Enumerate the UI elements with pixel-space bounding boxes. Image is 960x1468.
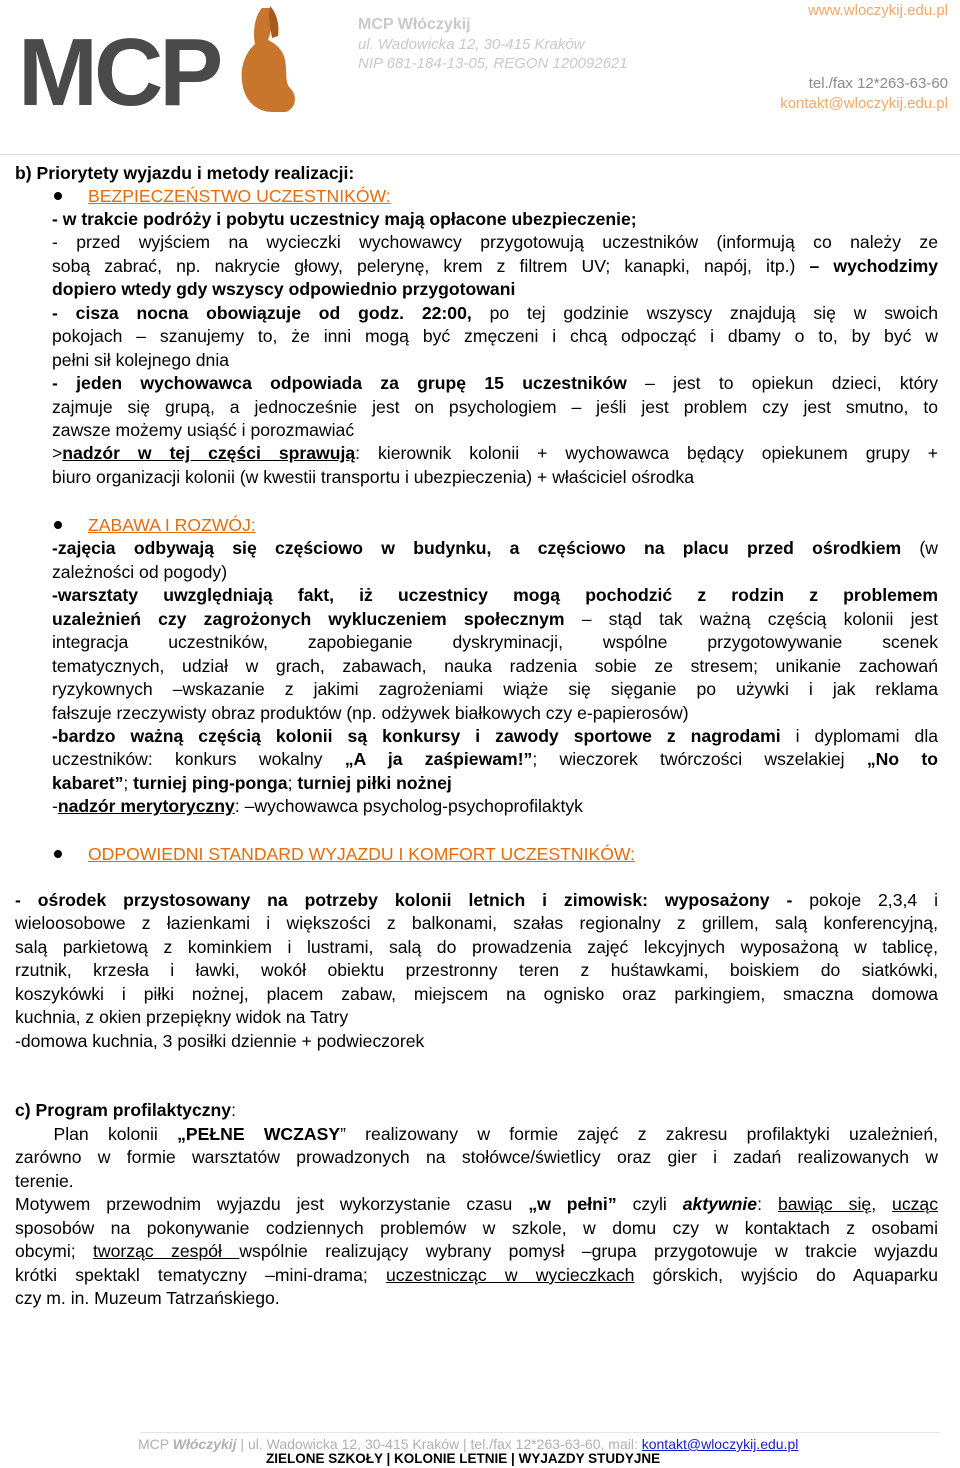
heading-safety: BEZPIECZEŃSTWO UCZESTNIKÓW: [88, 186, 391, 206]
text-line: krótki spektakl tematyczny –mini-drama; [15, 1265, 386, 1285]
footer-email-link[interactable]: kontakt@wloczykij.edu.pl [641, 1436, 799, 1452]
text-line: ” realizowany w formie zajęć z zakresu profilaktyki uzależnień, [340, 1124, 939, 1144]
header-ids: NIP 681-184-13-05, REGON 120092621 [358, 55, 628, 72]
text-line: integracja uczestników, zapobieganie dyskryminacji, wspólne przygotowywanie scenek [52, 632, 938, 652]
text-line: : kierownik kolonii + wychowawca będący opiekunem grupy + [355, 443, 938, 463]
text-line: : [757, 1194, 778, 1214]
footer-rule [140, 1432, 940, 1433]
text-line: ; [287, 773, 298, 793]
team-building: tworząc zespół [93, 1241, 240, 1261]
text-line: uczestników: konkurs wokalny [52, 749, 345, 769]
header-phone: tel./fax 12*263-63-60 [808, 75, 948, 92]
header-org-name: MCP Włóczykij [358, 16, 471, 33]
playing: bawiąc się [777, 1194, 872, 1214]
pingpong-tournament: turniej ping-ponga [133, 773, 288, 793]
text-line-bold: -zajęcia odbywają się częściowo w budynku, a częściowo na placu przed ośrodkiem [52, 538, 902, 558]
text-line: zajmuje się grupą, a jednocześnie jest on psychologiem – jeśli jest problem czy jest smutno, to [52, 397, 938, 417]
text-line: wspólnie realizujący wybrany pomysł –grupa przygotowuje w trakcie wyjazdu [239, 1241, 938, 1261]
text-line: : [231, 1100, 236, 1120]
header-email-link[interactable]: kontakt@wloczykij.edu.pl [780, 95, 948, 112]
text-line: -domowa kuchnia, 3 posiłki dziennie + podwieczorek [15, 1031, 425, 1051]
text-line-bold: -warsztaty uwzględniają fakt, iż uczestnicy mogą pochodzić z rodzin z problemem [52, 585, 938, 605]
text-line: - przed wyjściem na wycieczki wychowawcy przygotowują uczestników (informują co należy ze [52, 232, 938, 252]
text-line: czy m. in. Muzeum Tatrzańskiego. [15, 1288, 280, 1308]
text-line: terenie. [15, 1171, 74, 1191]
text-line-bold: uzależnień czy zagrożonych wykluczeniem społecznym [52, 609, 565, 629]
text-line: zarówno w formie warsztatów prowadzonych na stołówce/świetlicy oraz gier i zadań realizowanych w [15, 1147, 938, 1167]
text-line: pokojach – szanujemy to, że inni mogą być zmęczeni i chcą odpocząć i dbamy o to, by być w [52, 326, 938, 346]
football-tournament: turniej piłki nożnej [297, 773, 452, 793]
text-line: tematycznych, udział w grach, zabawach, nauka radzenia sobie ze stresem; unikanie zachowań [52, 656, 938, 676]
text-line: biuro organizacji kolonii (w kwestii transportu i ubezpieczenia) + właściciel ośrodka [52, 467, 694, 487]
section-b-title: b) Priorytety wyjazdu i metody realizacji: [15, 163, 355, 183]
header-website-link[interactable]: www.wloczykij.edu.pl [807, 2, 948, 19]
cabaret-name: „No to [866, 749, 938, 769]
text-line: – stąd tak ważną częścią kolonii jest [581, 609, 938, 629]
text-line: obcymi; [15, 1241, 94, 1261]
footer-text: MCP [138, 1436, 173, 1452]
actively: aktywnie [682, 1194, 758, 1214]
text-line: : –wychowawca psycholog-psychoprofilaktyk [234, 796, 583, 816]
text-line: ryzykownych –wskazanie z jakimi zagrożeniami wiąże się sięganie po używki i jak reklama [52, 679, 938, 699]
text-line: pokoje 2,3,4 i [792, 890, 938, 910]
text-line-bold: – wychodzimy [809, 256, 939, 276]
text-line: Plan kolonii [15, 1124, 178, 1144]
text-line-bold: - ośrodek przystosowany na potrzeby kolonii letnich i zimowisk: wyposażony - [15, 890, 793, 910]
motto: „w pełni” [528, 1194, 617, 1214]
bullet-icon [54, 192, 62, 200]
footer-text: | ul. Wadowicka 12, 30-415 Kraków | tel./fax 12*263-63-60, mail: [236, 1436, 642, 1452]
footer-tagline: ZIELONE SZKOŁY | KOLONIE LETNIE | WYJAZDY STUDYJNE [266, 1451, 661, 1466]
supervision-label: nadzór w tej części sprawują [62, 443, 356, 463]
text-line: ; [123, 773, 134, 793]
bullet-icon [54, 521, 62, 529]
plan-name: „PEŁNE WCZASY [177, 1124, 341, 1144]
text-line: wieloosobowe z łazienkami i większości z balkonami, szałas regionalny z grillem, salą konferencyjną, [15, 913, 938, 933]
text-line: górskich, wyjścio do Aquaparku [634, 1265, 939, 1285]
bullet-icon [54, 850, 62, 858]
logo-text: MCP [18, 19, 220, 125]
text-line: pełni sił kolejnego dnia [52, 350, 230, 370]
header-address: ul. Wadowicka 12, 30-415 Kraków [358, 36, 585, 53]
text-line: zależności od pogody) [52, 562, 228, 582]
text-line-bold: - jeden wychowawca odpowiada za grupę 15 uczestników [52, 373, 627, 393]
text-line: kuchnia, z okien przepiękny widok na Tatry [15, 1007, 349, 1027]
text-line: ; wieczorek twórczości wszelakiej [532, 749, 867, 769]
text-line: Motywem przewodnim wyjazdu jest wykorzystanie czasu [15, 1194, 529, 1214]
text-line: czyli [616, 1194, 683, 1214]
text-line: zawsze możemy usiąść i porozmawiać [52, 420, 355, 440]
text-line: – jest to opiekun dzieci, który [645, 373, 939, 393]
text-line: salą parkietową z kominkiem i lustrami, salą do prowadzenia zajęć lekcyjnych wyposażoną w tablicę, [15, 937, 938, 957]
text-line-bold: -bardzo ważną częścią kolonii są konkursy i zawody sportowe z nagrodami [52, 726, 781, 746]
footer-brand: Włóczykij [172, 1436, 237, 1452]
text-line: - [52, 796, 58, 816]
text-line-bold: - cisza nocna obowiązuje od godz. 22:00, [52, 303, 472, 323]
mcp-logo [0, 0, 300, 125]
text-line: i dyplomami dla [795, 726, 939, 746]
text-line: po tej godzinie wszyscy znajdują się w swoich [489, 303, 938, 323]
text-line: - w trakcie podróży i pobytu uczestnicy mają opłacone ubezpieczenie; [52, 209, 637, 229]
heading-fun-development: ZABAWA I ROZWÓJ: [88, 515, 256, 535]
trips: uczestnicząc w wycieczkach [385, 1265, 635, 1285]
text-line: > [52, 443, 63, 463]
text-line: sposobów na pokonywanie codziennych problemów w szkole, w domu czy w kontaktach z osobami [15, 1218, 938, 1238]
learning: ucząc [892, 1194, 939, 1214]
header-rule [0, 154, 960, 155]
text-line: , [871, 1194, 893, 1214]
text-line: sobą zabrać, np. nakrycie głowy, pelerynę, krem z filtrem UV; kanapki, napój, itp.) [52, 256, 796, 276]
cabaret-name: kabaret” [52, 773, 124, 793]
section-c-title: c) Program profilaktyczny [15, 1100, 232, 1120]
text-line: (w [919, 538, 938, 558]
text-line: koszykówki i piłki nożnej, placem zabaw, miejscem na ognisko oraz parkingiem, smaczna domowa [15, 984, 938, 1004]
text-line-bold: dopiero wtedy gdy wszyscy odpowiednio przygotowani [52, 279, 516, 299]
text-line: fałszuje rzeczywisty obraz produktów (np. odżywek białkowych czy e-papierosów) [52, 703, 689, 723]
heading-standard-comfort: ODPOWIEDNI STANDARD WYJAZDU I KOMFORT UCZESTNIKÓW: [88, 844, 636, 864]
contest-name: „A ja zaśpiewam!” [344, 749, 533, 769]
text-line: rzutnik, krzesła i ławki, wokół obiektu przestronny teren z huśtawkami, boiskiem do siatkówki, [15, 960, 938, 980]
substantive-supervision: nadzór merytoryczny [57, 796, 235, 816]
